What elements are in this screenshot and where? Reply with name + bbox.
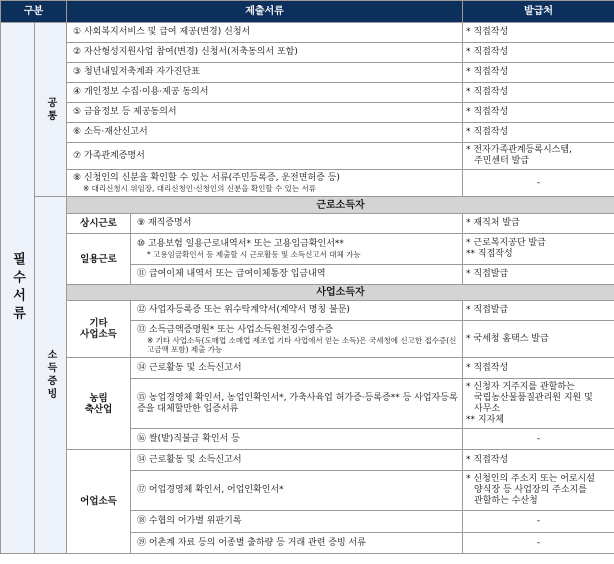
earned-income-band: 근로소득자 — [67, 197, 614, 214]
table-row — [1, 83, 614, 103]
issuer-cell: * 직접작성 — [463, 23, 614, 43]
issuer-cell: * 직접작성 — [463, 83, 614, 103]
table-row — [1, 43, 614, 63]
income-proof-label — [35, 197, 67, 554]
doc-note: ※ 기타 사업소득(도매업 소매업 제조업 기타 사업에서 얻는 소득)은 국세청에 신고한 접수증(신고금액 포함) 제출 가능 — [147, 335, 457, 354]
issuer-cell: * 직접작성 — [463, 450, 614, 471]
issuer-cell: * 직접발급 — [463, 301, 614, 321]
doc-cell: ③ 청년내일저축계좌 자가진단표 — [67, 63, 463, 83]
doc-cell: ⑫ 사업자등록증 또는 위수탁계약서(계약서 명칭 불문) — [131, 301, 463, 321]
regular-work-label: 상시근로 — [67, 214, 131, 234]
doc-cell: ⑦ 가족관계증명서 — [67, 143, 463, 170]
issuer-cell — [463, 234, 614, 265]
income-proof-text: 소득증빙 — [45, 349, 56, 401]
business-income-band: 사업소득자 — [67, 285, 614, 301]
table-row — [1, 123, 614, 143]
doc-cell: ② 자산형성지원사업 참여(변경) 신청서(저축동의서 포함) — [67, 43, 463, 63]
table-row — [1, 214, 614, 234]
common-label — [35, 23, 67, 197]
issuer-line: * 전자가족관계등록시스템, — [466, 145, 572, 155]
issuer-line: 주민센터 발급 — [474, 156, 530, 166]
fishery-label: 어업소득 — [67, 450, 131, 554]
section-band — [1, 285, 614, 301]
issuer-line: * 신청인의 주소지 또는 어로시설 — [466, 474, 595, 484]
issuer-cell: * 직접작성 — [463, 123, 614, 143]
doc-cell — [67, 170, 463, 197]
doc-note: * 고용임금확인서 등 제출할 시 근로활동 및 소득신고서 대체 가능 — [147, 250, 361, 259]
category-line: 사업소득 — [80, 329, 117, 340]
doc-cell: ① 사회복지서비스 및 급여 제공(변경) 신청서 — [67, 23, 463, 43]
issuer-line: 국립농산물품질관리원 지원 및 — [474, 392, 593, 403]
table-row — [1, 301, 614, 321]
issuer-line: * 근로복지공단 발급 — [466, 238, 546, 248]
table-row — [1, 450, 614, 471]
table-row — [1, 23, 614, 43]
issuer-cell: * 직접작성 — [463, 43, 614, 63]
category-line: 축산업 — [84, 403, 113, 415]
header-row — [1, 1, 614, 23]
issuer-cell: - — [463, 170, 614, 197]
issuer-line: 관할하는 수산청 — [474, 496, 538, 506]
doc-cell: ⑯ 쌀(밭)직불금 확인서 등 — [131, 429, 463, 450]
issuer-line: ** 직접작성 — [466, 249, 513, 259]
category-line: 기타 — [89, 318, 108, 329]
doc-cell: ⑮ 농업경영체 확인서, 농업인확인서*, 가축사육업 허가증·등록증** 등 사업자등록증을 대체할만한 입증서류 — [131, 379, 463, 429]
common-text: 공통 — [45, 96, 56, 123]
issuer-line: ** 지자체 — [466, 414, 504, 425]
daily-work-label: 일용근로 — [67, 234, 131, 285]
doc-text: ⑩ 고용보험 일용근로내역서* 또는 고용임금확인서** — [137, 239, 344, 249]
doc-cell: ⑪ 급여이체 내역서 또는 급여이체통장 입금내역 — [131, 265, 463, 285]
doc-note: ※ 대리신청시 위임장, 대리신청인·신청인의 신분을 확인할 수 있는 서류 — [83, 184, 316, 193]
header-issuer: 발급처 — [463, 1, 614, 23]
doc-cell: ④ 개인정보 수집·이용·제공 동의서 — [67, 83, 463, 103]
doc-cell: ⑥ 소득·재산신고서 — [67, 123, 463, 143]
doc-cell: ⑰ 어업경영체 확인서, 어업인확인서* — [131, 471, 463, 511]
table-row — [1, 358, 614, 379]
issuer-cell: * 직접작성 — [463, 358, 614, 379]
table-row — [1, 234, 614, 265]
issuer-cell: - — [463, 429, 614, 450]
other-business-label — [67, 301, 131, 358]
issuer-cell: * 직접작성 — [463, 103, 614, 123]
issuer-cell — [463, 471, 614, 511]
table-row — [1, 103, 614, 123]
doc-cell: ⑤ 금융정보 등 제공동의서 — [67, 103, 463, 123]
issuer-cell: * 국세청 홈택스 발급 — [463, 321, 614, 358]
doc-cell: ⑨ 재직증명서 — [131, 214, 463, 234]
header-category: 구분 — [1, 1, 67, 23]
issuer-cell — [463, 379, 614, 429]
issuer-cell: * 직접작성 — [463, 63, 614, 83]
required-docs-text: 필수서류 — [10, 252, 25, 324]
issuer-line: * 신청자 거주지를 관할하는 — [466, 381, 575, 392]
table-row — [1, 143, 614, 170]
doc-cell: ⑲ 어촌계 자료 등의 어종별 출하량 등 거래 관련 증빙 서류 — [131, 533, 463, 554]
farming-label — [67, 358, 131, 450]
section-band — [1, 197, 614, 214]
issuer-line: 사무소 — [474, 403, 501, 414]
issuer-cell — [463, 143, 614, 170]
issuer-cell: * 재직처 발급 — [463, 214, 614, 234]
doc-cell: ⑱ 수협의 어가별 위판기록 — [131, 511, 463, 533]
issuer-line: 양식장 등 사업장의 주소지를 — [474, 485, 587, 495]
category-line: 농림 — [89, 392, 108, 404]
issuer-cell: * 직접발급 — [463, 265, 614, 285]
required-docs-label — [1, 23, 35, 554]
doc-cell: ⑭ 근로활동 및 소득신고서 — [131, 450, 463, 471]
table-row — [1, 63, 614, 83]
doc-cell: ⑭ 근로활동 및 소득신고서 — [131, 358, 463, 379]
doc-text: ⑬ 소득금액증명원* 또는 사업소득원천징수영수증 — [137, 324, 333, 335]
doc-cell — [131, 321, 463, 358]
header-documents: 제출서류 — [67, 1, 463, 23]
doc-text: ⑧ 신청인의 신분을 확인할 수 있는 서류(주민등록증, 운전면허증 등) — [73, 173, 340, 183]
table-row — [1, 170, 614, 197]
issuer-cell: - — [463, 533, 614, 554]
doc-cell — [131, 234, 463, 265]
issuer-cell: - — [463, 511, 614, 533]
